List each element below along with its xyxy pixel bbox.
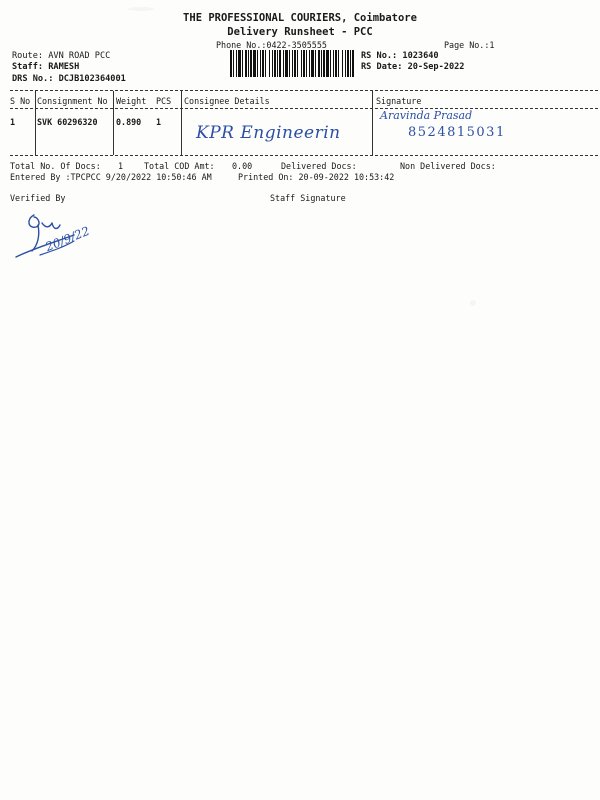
table-header-rule <box>10 108 598 109</box>
phone-number: Phone No.:0422-3505555 <box>216 40 327 50</box>
total-cod-value: 0.00 <box>232 161 253 171</box>
barcode <box>230 50 356 77</box>
verified-by-label: Verified By <box>10 193 66 203</box>
page-number: Page No.:1 <box>444 40 495 50</box>
row-weight: 0.890 <box>116 117 142 127</box>
column-divider <box>113 91 114 155</box>
printed-on: Printed On: 20-09-2022 10:53:42 <box>238 172 395 182</box>
row-consignee-handwritten: KPR Engineerin <box>196 123 341 143</box>
column-header-weight: Weight <box>116 96 147 106</box>
delivered-docs-label: Delivered Docs: <box>281 161 357 171</box>
column-divider <box>181 91 182 155</box>
staff-label: Staff: RAMESH <box>12 62 80 72</box>
column-divider <box>35 91 36 155</box>
column-header-signature: Signature <box>376 96 422 106</box>
total-cod-label: Total COD Amt: <box>144 161 215 171</box>
barcode-bar <box>352 50 354 77</box>
rs-number: RS No.: 1023640 <box>361 51 439 61</box>
row-consignment-no: SVK 60296320 <box>37 117 98 127</box>
rs-date: RS Date: 20-Sep-2022 <box>361 62 465 72</box>
column-header-consignment: Consignment No <box>37 96 108 106</box>
paper-mark <box>470 300 476 306</box>
drs-number: DRS No.: DCJB102364001 <box>12 74 126 84</box>
table-top-rule <box>10 90 598 91</box>
entered-by: Entered By :TPCPCC 9/20/2022 10:50:46 AM <box>10 172 212 182</box>
route-label: Route: AVN ROAD PCC <box>12 51 111 61</box>
table-bottom-rule <box>10 155 598 156</box>
document-title: Delivery Runsheet - PCC <box>227 26 373 38</box>
verifier-date: 20/9/22 <box>43 223 92 255</box>
total-docs-label: Total No. Of Docs: <box>10 161 101 171</box>
row-signature-name: Aravinda Prasad <box>380 109 473 122</box>
column-header-sno: S No <box>10 96 31 106</box>
non-delivered-docs-label: Non Delivered Docs: <box>400 161 496 171</box>
column-header-pcs: PCS <box>156 96 172 106</box>
row-signature-phone: 8524815031 <box>408 125 506 140</box>
row-sno: 1 <box>10 117 16 127</box>
total-docs-value: 1 <box>118 161 124 171</box>
column-divider <box>372 91 373 155</box>
paper-mark <box>128 7 154 11</box>
staff-signature-label: Staff Signature <box>270 193 346 203</box>
row-pcs: 1 <box>156 117 162 127</box>
verifier-signature <box>12 205 112 263</box>
column-header-consignee: Consignee Details <box>184 96 270 106</box>
company-name: THE PROFESSIONAL COURIERS, Coimbatore <box>183 12 417 24</box>
